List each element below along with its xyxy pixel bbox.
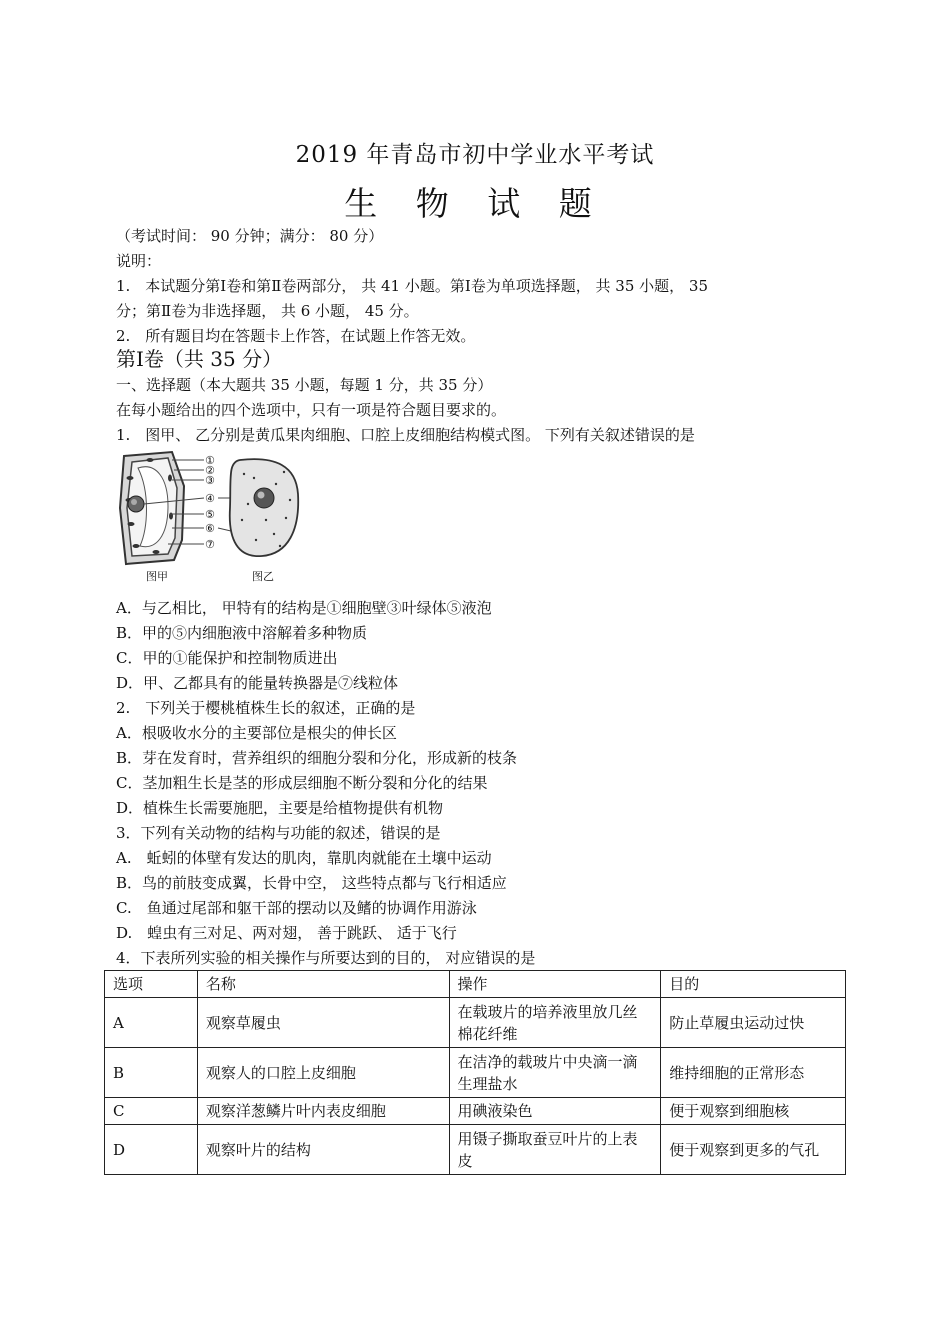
figure-label-5: ⑤ [205, 508, 215, 521]
figure-caption-b: 图乙 [252, 570, 274, 583]
table-cell: 便于观察到更多的气孔 [661, 1125, 846, 1175]
cell-diagram [116, 448, 306, 588]
table-cell: C [105, 1098, 198, 1125]
q2-stem: 2. 下列关于樱桃植株生长的叙述，正确的是 [116, 699, 416, 717]
q2-option-c: C．茎加粗生长是茎的形成层细胞不断分裂和分化的结果 [116, 774, 488, 792]
figure-label-6: ⑥ [205, 522, 215, 535]
figure-label-4: ④ [205, 492, 215, 505]
table-cell: D [105, 1125, 198, 1175]
q1-option-b: B．甲的⑤内细胞液中溶解着多种物质 [116, 624, 368, 642]
table-cell: A [105, 998, 198, 1048]
q1-option-a: A．与乙相比， 甲特有的结构是①细胞壁③叶绿体⑤液泡 [116, 599, 492, 617]
part-1-subheading: 一、选择题（本大题共 35 小题，每题 1 分，共 35 分） [116, 376, 493, 394]
table-row [105, 1098, 846, 1125]
exam-title: 2019 年青岛市初中学业水平考试 [295, 142, 655, 168]
table-cell: 观察人的口腔上皮细胞 [197, 1048, 449, 1098]
q3-option-c: C. 鱼通过尾部和躯干部的摆动以及鳍的协调作用游泳 [116, 899, 477, 917]
note-1-line-2: 分；第Ⅱ卷为非选择题， 共 6 小题， 45 分。 [116, 302, 419, 320]
notes-label: 说明： [116, 252, 162, 270]
part-1-heading: 第Ⅰ卷（共 35 分） [116, 347, 283, 371]
part-1-instruction: 在每小题给出的四个选项中，只有一项是符合题目要求的。 [116, 401, 507, 419]
table-header-cell: 目的 [661, 971, 846, 998]
q3-stem: 3．下列有关动物的结构与功能的叙述，错误的是 [116, 824, 441, 842]
table-cell: 便于观察到细胞核 [661, 1098, 846, 1125]
table-cell: 观察草履虫 [197, 998, 449, 1048]
note-1-line-1: 1. 本试题分第Ⅰ卷和第Ⅱ卷两部分， 共 41 小题。第Ⅰ卷为单项选择题， 共 35 小题， 35 [116, 277, 708, 295]
table-cell: 用镊子撕取蚕豆叶片的上表皮 [449, 1125, 661, 1175]
table-header-cell: 选项 [105, 971, 198, 998]
table-cell: 在载玻片的培养液里放几丝棉花纤维 [449, 998, 661, 1048]
q3-option-d: D. 蝗虫有三对足、两对翅， 善于跳跃、 适于飞行 [116, 924, 457, 942]
figure-label-2: ② [205, 464, 215, 477]
q2-option-a: A．根吸收水分的主要部位是根尖的伸长区 [116, 724, 397, 742]
figure-label-3: ③ [205, 474, 215, 487]
table-header-cell: 名称 [197, 971, 449, 998]
q3-option-b: B．鸟的前肢变成翼，长骨中空， 这些特点都与飞行相适应 [116, 874, 507, 892]
q1-option-d: D．甲、乙都具有的能量转换器是⑦线粒体 [116, 674, 399, 692]
table-cell: 在洁净的载玻片中央滴一滴生理盐水 [449, 1048, 661, 1098]
q3-option-a: A. 蚯蚓的体壁有发达的肌肉，靠肌肉就能在土壤中运动 [116, 849, 492, 867]
animal-cell-diagram [230, 459, 298, 556]
exam-time-score: （考试时间： 90 分钟；满分： 80 分） [116, 227, 384, 245]
plant-cell-diagram [120, 452, 184, 564]
cell-structure-figure [116, 448, 306, 588]
q4-stem: 4．下表所列实验的相关操作与所要达到的目的， 对应错误的是 [116, 949, 536, 967]
q2-option-b: B．芽在发育时，营养组织的细胞分裂和分化，形成新的枝条 [116, 749, 518, 767]
q2-option-d: D．植株生长需要施肥，主要是给植物提供有机物 [116, 799, 444, 817]
q1-option-c: C．甲的①能保护和控制物质进出 [116, 649, 338, 667]
table-cell: 防止草履虫运动过快 [661, 998, 846, 1048]
q1-stem: 1. 图甲、 乙分别是黄瓜果肉细胞、口腔上皮细胞结构模式图。 下列有关叙述错误的是 [116, 426, 695, 444]
figure-label-7: ⑦ [205, 538, 215, 551]
table-row [105, 1125, 846, 1175]
table-cell: 维持细胞的正常形态 [661, 1048, 846, 1098]
note-2: 2. 所有题目均在答题卡上作答，在试题上作答无效。 [116, 327, 476, 345]
table-row [105, 998, 846, 1048]
table-cell: 用碘液染色 [449, 1098, 661, 1125]
table-cell: 观察叶片的结构 [197, 1125, 449, 1175]
experiment-table [104, 970, 846, 1175]
table-row [105, 1048, 846, 1098]
figure-caption-a: 图甲 [146, 570, 168, 583]
table-cell: 观察洋葱鳞片叶内表皮细胞 [197, 1098, 449, 1125]
subject-title: 生 物 试 题 [344, 184, 606, 223]
table-header-cell: 操作 [449, 971, 661, 998]
figure-label-1: ① [205, 454, 215, 467]
table-header-row [105, 971, 846, 998]
table-cell: B [105, 1048, 198, 1098]
